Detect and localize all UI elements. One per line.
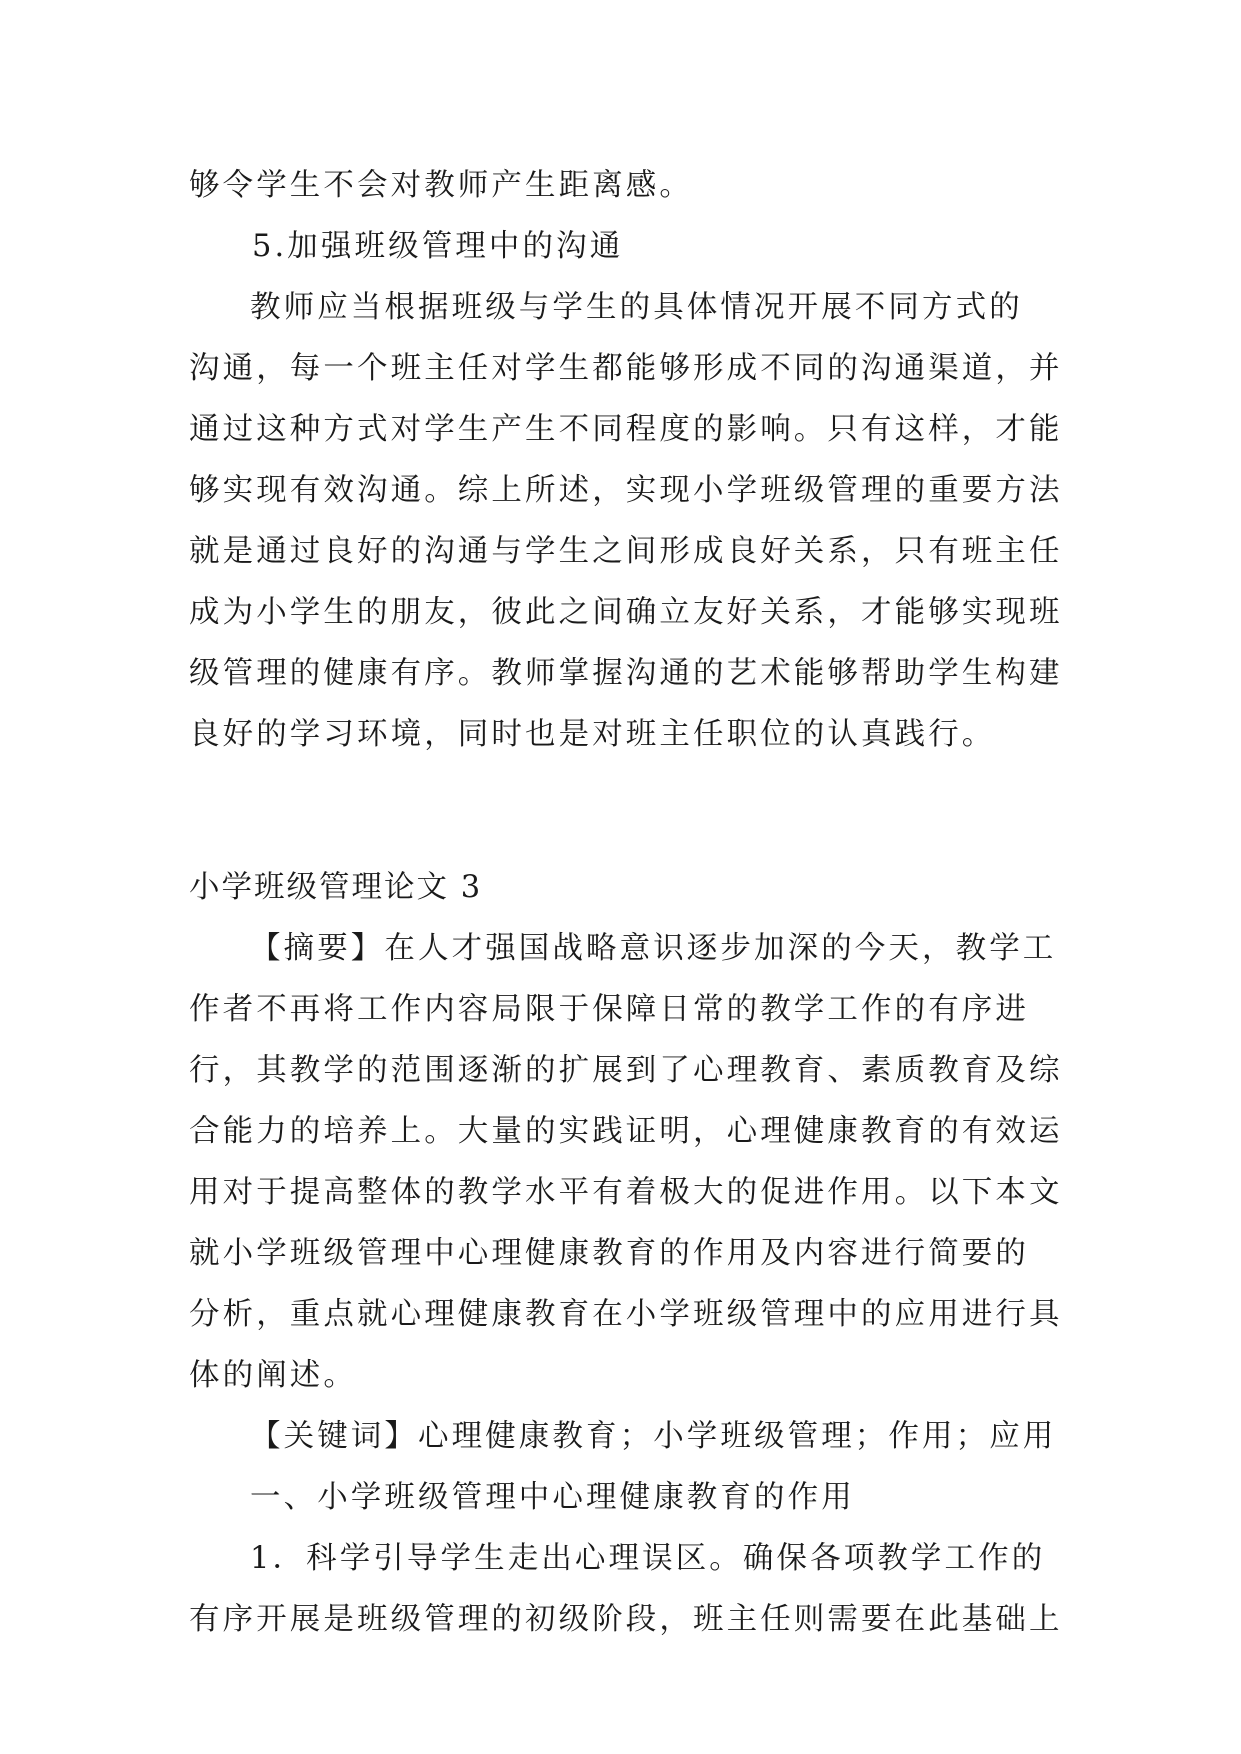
point-line: 1．科学引导学生走出心理误区。确保各项教学工作的 <box>250 1541 1046 1576</box>
abstract-line: 用对于提高整体的教学水平有着极大的促进作用。以下本文 <box>189 1175 1063 1210</box>
abstract-line: 行，其教学的范围逐渐的扩展到了心理教育、素质教育及综 <box>189 1053 1063 1088</box>
paragraph-line: 沟通，每一个班主任对学生都能够形成不同的沟通渠道，并 <box>189 351 1063 386</box>
paragraph-line: 通过这种方式对学生产生不同程度的影响。只有这样，才能 <box>189 412 1063 447</box>
abstract-line: 分析，重点就心理健康教育在小学班级管理中的应用进行具 <box>189 1297 1063 1332</box>
abstract-line: 合能力的培养上。大量的实践证明，心理健康教育的有效运 <box>189 1114 1063 1149</box>
spacer <box>189 765 1054 857</box>
heading-level1: 一、小学班级管理中心理健康教育的作用 <box>250 1480 855 1515</box>
abstract-line: 体的阐述。 <box>189 1358 357 1393</box>
paragraph-line: 级管理的健康有序。教师掌握沟通的艺术能够帮助学生构建 <box>189 656 1063 691</box>
document-body <box>189 155 1063 1650</box>
abstract-line: 就小学班级管理中心理健康教育的作用及内容进行简要的 <box>189 1236 1029 1271</box>
paragraph-line: 良好的学习环境，同时也是对班主任职位的认真践行。 <box>189 717 996 752</box>
section-title: 小学班级管理论文 3 <box>189 870 483 905</box>
paragraph-line: 就是通过良好的沟通与学生之间形成良好关系，只有班主任 <box>189 534 1063 569</box>
abstract-line: 作者不再将工作内容局限于保障日常的教学工作的有序进 <box>189 992 1029 1027</box>
point-line: 有序开展是班级管理的初级阶段，班主任则需要在此基础上 <box>189 1602 1063 1637</box>
paragraph-line: 够实现有效沟通。综上所述，实现小学班级管理的重要方法 <box>189 473 1063 508</box>
paragraph-line: 够令学生不会对教师产生距离感。 <box>189 168 693 203</box>
keywords-line: 【关键词】心理健康教育；小学班级管理；作用；应用 <box>250 1419 1057 1454</box>
paragraph-line: 教师应当根据班级与学生的具体情况开展不同方式的 <box>250 290 1023 325</box>
subheading: 5.加强班级管理中的沟通 <box>252 229 624 264</box>
paragraph-line: 成为小学生的朋友，彼此之间确立友好关系，才能够实现班 <box>189 595 1063 630</box>
abstract-line: 【摘要】在人才强国战略意识逐步加深的今天，教学工 <box>250 931 1057 966</box>
